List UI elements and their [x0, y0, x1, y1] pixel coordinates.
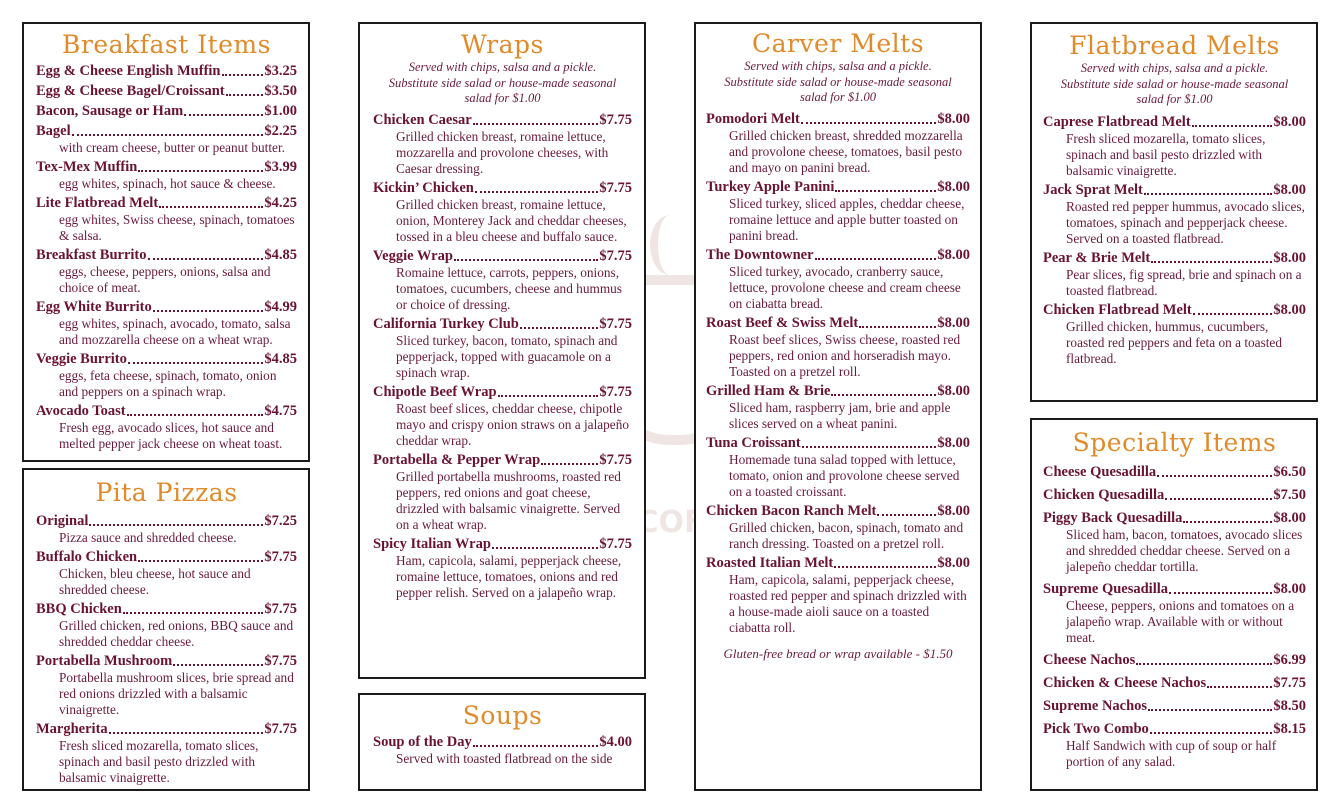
dot-leader: [1136, 663, 1272, 665]
dot-leader: [1207, 686, 1272, 688]
item-name: Chicken Caesar: [373, 111, 472, 128]
item-name: Portabella Mushroom: [36, 653, 173, 669]
menu-item: [1043, 509, 1306, 575]
dot-leader: [541, 463, 598, 465]
item-description: Homemade tuna salad topped with lettuce, tomato, onion and provolone cheese served on a toasted croissant.: [729, 451, 960, 499]
menu-item: [373, 733, 632, 767]
item-price: $7.75: [599, 315, 632, 332]
item-description: Pizza sauce and shredded cheese.: [59, 530, 237, 545]
menu-item: [36, 600, 297, 650]
item-price: $8.00: [937, 246, 970, 263]
menu-item: [36, 62, 297, 80]
dot-leader: [454, 259, 598, 261]
item-price: $7.75: [599, 383, 632, 400]
dot-leader: [1193, 313, 1273, 315]
pita-panel: [22, 468, 310, 791]
menu-item: [36, 102, 297, 120]
dot-leader: [72, 134, 264, 136]
specialty-panel: [1030, 418, 1318, 791]
item-price: $1.00: [264, 103, 297, 119]
item-price: $7.75: [1273, 675, 1306, 691]
item-description: Ham, capicola, salami, pepperjack cheese, romaine lettuce, tomatoes, onions and red pepper relish. Served on a jalapeño wrap.: [396, 552, 622, 600]
item-description: Chicken, bleu cheese, hot sauce and shredded cheese.: [59, 566, 251, 597]
carver-note: Served with chips, salsa and a pickle. Substitute side salad or house-made seasonal salad for $1.00: [724, 59, 952, 104]
menu-item: [373, 111, 632, 177]
item-name: Roast Beef & Swiss Melt: [706, 314, 859, 331]
flatbread-items: [1043, 113, 1306, 367]
menu-item: [706, 382, 970, 432]
item-price: $4.99: [264, 299, 297, 315]
item-price: $8.00: [1273, 301, 1306, 318]
item-name: Portabella & Pepper Wrap: [373, 451, 541, 468]
menu-item: [36, 652, 297, 718]
item-price: $8.00: [1273, 249, 1306, 266]
menu-item: [36, 402, 297, 452]
menu-item-row: [1043, 181, 1306, 199]
item-description: Romaine lettuce, carrots, peppers, onions, tomatoes, cucumbers, cheese and hummus or choice of dressing.: [396, 264, 622, 312]
item-name: Bacon, Sausage or Ham: [36, 103, 184, 119]
dot-leader: [173, 664, 263, 666]
wraps-heading: Wraps: [461, 30, 544, 59]
menu-item-row: [36, 720, 297, 738]
item-name: Supreme Nachos: [1043, 698, 1148, 714]
dot-leader: [222, 74, 264, 76]
dot-leader: [184, 114, 263, 116]
item-name: Cheese Quesadilla: [1043, 464, 1157, 480]
menu-item: [706, 502, 970, 552]
item-name: Original: [36, 513, 89, 529]
menu-item: [1043, 720, 1306, 770]
menu-item-row: [373, 179, 632, 197]
menu-item-row: [1043, 580, 1306, 598]
menu-item: [1043, 697, 1306, 715]
menu-item: [36, 194, 297, 244]
breakfast-items: [36, 62, 297, 452]
dot-leader: [815, 258, 937, 260]
menu-item-row: [373, 535, 632, 553]
item-description: Sliced turkey, avocado, cranberry sauce, lettuce, provolone cheese and cream cheese on ciabatta bread.: [729, 263, 961, 311]
menu-item-row: [36, 652, 297, 670]
item-price: $7.75: [264, 721, 297, 737]
item-price: $7.75: [264, 653, 297, 669]
dot-leader: [859, 326, 936, 328]
menu-item-row: [36, 194, 297, 212]
item-name: Turkey Apple Panini: [706, 178, 835, 195]
dot-leader: [159, 206, 263, 208]
specialty-items: [1043, 463, 1306, 770]
dot-leader: [1165, 498, 1272, 500]
dot-leader: [1169, 592, 1272, 594]
menu-item: [1043, 580, 1306, 646]
item-name: Egg & Cheese English Muffin: [36, 63, 221, 79]
item-description: Grilled chicken, red onions, BBQ sauce and shredded cheddar cheese.: [59, 618, 294, 649]
menu-item: [706, 434, 970, 500]
menu-item-row: [373, 451, 632, 469]
soups-items: [373, 733, 632, 767]
dot-leader: [153, 310, 264, 312]
menu-item-row: [36, 82, 297, 100]
dot-leader: [492, 547, 598, 549]
pita-heading: Pita Pizzas: [95, 478, 238, 507]
item-description: Roast beef slices, cheddar cheese, chipotle mayo and crispy onion straws on a jalapeño cheddar wrap.: [396, 400, 630, 448]
dot-leader: [877, 514, 936, 516]
item-name: Egg White Burrito: [36, 299, 152, 315]
item-description: Sliced turkey, sliced apples, cheddar cheese, romaine lettuce and apple butter toasted on panini bread.: [729, 195, 965, 243]
carver-panel: [694, 22, 982, 791]
item-price: $4.75: [264, 403, 297, 419]
menu-item-row: [1043, 651, 1306, 669]
menu-item-row: [36, 102, 297, 120]
dot-leader: [475, 191, 599, 193]
menu-item-row: [36, 62, 297, 80]
menu-item: [36, 158, 297, 192]
wraps-note: Served with chips, salsa and a pickle. Substitute side salad or house-made seasonal salad for $1.00: [388, 60, 617, 105]
breakfast-panel: [22, 22, 310, 462]
item-price: $8.00: [1273, 181, 1306, 198]
menu-item-row: [36, 158, 297, 176]
wraps-items: [373, 111, 632, 601]
item-name: Spicy Italian Wrap: [373, 535, 491, 552]
pita-items: [36, 512, 297, 786]
menu-item-row: [706, 434, 970, 452]
dot-leader: [835, 190, 936, 192]
item-description: Sliced turkey, bacon, tomato, spinach and pepperjack, topped with guacamole on a spinach wrap.: [396, 332, 618, 380]
menu-item: [36, 512, 297, 546]
item-description: Pear slices, fig spread, brie and spinach on a toasted flatbread.: [1066, 266, 1302, 298]
item-description: eggs, feta cheese, spinach, tomato, onion and peppers on a spinach wrap.: [59, 368, 277, 399]
item-name: Kickin’ Chicken: [373, 179, 474, 196]
menu-item-row: [1043, 301, 1306, 319]
item-description: Served with toasted flatbread on the side: [396, 751, 613, 766]
item-price: $4.00: [599, 734, 632, 750]
item-price: $8.00: [1273, 113, 1306, 130]
watermark-text: ST COFFEE: [583, 505, 766, 540]
menu-item: [36, 298, 297, 348]
dot-leader: [1144, 193, 1273, 195]
item-price: $7.75: [599, 451, 632, 468]
item-description: Grilled chicken breast, romaine lettuce, mozzarella and provolone cheeses, with Caesar dressing.: [396, 128, 609, 176]
item-price: $4.85: [264, 247, 297, 263]
item-price: $7.75: [264, 549, 297, 565]
item-price: $8.00: [937, 554, 970, 571]
carver-heading: Carver Melts: [751, 29, 925, 58]
item-price: $8.50: [1273, 698, 1306, 714]
menu-item: [373, 451, 632, 533]
dot-leader: [473, 123, 599, 125]
item-name: Chicken & Cheese Nachos: [1043, 675, 1207, 691]
menu-item-row: [1043, 674, 1306, 692]
flatbread-panel: [1030, 22, 1318, 402]
item-name: Bagel: [36, 123, 71, 139]
item-description: Fresh sliced mozarella, tomato slices, spinach and basil pesto drizzled with balsamic vinaigrette.: [1066, 130, 1266, 178]
dot-leader: [123, 612, 264, 614]
item-description: Sliced ham, raspberry jam, brie and apple slices served on a wheat panini.: [729, 399, 951, 431]
menu-item-row: [1043, 720, 1306, 738]
menu-item: [36, 350, 297, 400]
dot-leader: [1192, 125, 1273, 127]
item-name: Piggy Back Quesadilla: [1043, 510, 1183, 526]
menu-item-row: [706, 178, 970, 196]
dot-leader: [801, 122, 937, 124]
steam-icon: [650, 215, 690, 275]
menu-item-row: [1043, 697, 1306, 715]
dot-leader: [802, 446, 937, 448]
item-name: Tuna Croissant: [706, 434, 801, 451]
menu-item: [373, 179, 632, 245]
menu-item: [706, 554, 970, 636]
item-description: Ham, capicola, salami, pepperjack cheese, roasted red pepper and spinach drizzled with a house-made aioli sauce on a toasted ciabatta roll.: [729, 571, 967, 635]
item-name: Supreme Quesadilla: [1043, 581, 1169, 597]
item-name: Chicken Quesadilla: [1043, 487, 1165, 503]
item-price: $3.50: [264, 83, 297, 99]
item-price: $3.99: [264, 159, 297, 175]
item-name: Veggie Burrito: [36, 351, 127, 367]
carver-footer: Gluten-free bread or wrap available - $1.50: [723, 645, 953, 661]
item-price: $3.25: [264, 63, 297, 79]
menu-item: [373, 383, 632, 449]
item-price: $8.00: [937, 434, 970, 451]
item-name: Chicken Flatbread Melt: [1043, 301, 1192, 318]
item-description: Cheese, peppers, onions and tomatoes on a jalapeño wrap. Available with or without meat.: [1066, 598, 1295, 645]
item-price: $8.00: [1273, 510, 1306, 526]
menu-item: [1043, 301, 1306, 367]
item-price: $4.85: [264, 351, 297, 367]
item-price: $7.75: [599, 111, 632, 128]
flatbread-note: Served with chips, salsa and a pickle. Substitute side salad or house-made seasonal salad for $1.00: [1060, 61, 1289, 106]
menu-item-row: [706, 246, 970, 264]
dot-leader: [1148, 709, 1272, 711]
menu-item: [36, 246, 297, 296]
menu-item: [1043, 181, 1306, 247]
dot-leader: [834, 566, 936, 568]
wraps-panel: [358, 22, 646, 679]
item-name: Soup of the Day: [373, 734, 472, 750]
item-price: $7.25: [264, 513, 297, 529]
menu-item-row: [706, 314, 970, 332]
menu-item: [36, 720, 297, 786]
menu-item: [1043, 651, 1306, 669]
menu-item: [36, 548, 297, 598]
menu-item: [1043, 674, 1306, 692]
item-name: BBQ Chicken: [36, 601, 122, 617]
dot-leader: [498, 395, 599, 397]
menu-item: [1043, 249, 1306, 299]
dot-leader: [1151, 261, 1272, 263]
menu-item-row: [706, 554, 970, 572]
item-description: Grilled chicken breast, shredded mozzarella and provolone cheese, tomatoes, basil pesto and mayo on panini bread.: [729, 127, 963, 175]
flatbread-heading: Flatbread Melts: [1069, 31, 1280, 60]
soups-panel: [358, 693, 646, 791]
item-name: Avocado Toast: [36, 403, 126, 419]
menu-item-row: [36, 298, 297, 316]
item-price: $7.50: [1273, 487, 1306, 503]
item-name: Pear & Brie Melt: [1043, 249, 1151, 266]
menu-item-row: [36, 548, 297, 566]
item-description: egg whites, Swiss cheese, spinach, tomatoes & salsa.: [59, 212, 295, 243]
dot-leader: [127, 414, 264, 416]
item-description: Roasted red pepper hummus, avocado slices, tomatoes, spinach and pepperjack cheese. Served on a toasted flatbread.: [1066, 198, 1305, 246]
dot-leader: [128, 362, 263, 364]
dot-leader: [1157, 475, 1272, 477]
item-description: Grilled chicken, hummus, cucumbers, roasted red peppers and feta on a toasted flatbread.: [1066, 318, 1282, 366]
item-description: Sliced ham, bacon, tomatoes, avocado slices and shredded cheddar cheese. Served on a jalepeño cheddar tortilla.: [1066, 527, 1303, 574]
item-description: Roast beef slices, Swiss cheese, roasted red peppers, red onion and horseradish mayo. Toasted on a pretzel roll.: [729, 331, 961, 379]
menu-item-row: [373, 315, 632, 333]
item-name: The Downtowner: [706, 246, 814, 263]
item-name: Breakfast Burrito: [36, 247, 147, 263]
item-price: $7.75: [599, 179, 632, 196]
menu-item-row: [373, 383, 632, 401]
menu-item: [1043, 486, 1306, 504]
menu-item: [1043, 113, 1306, 179]
item-description: Grilled chicken breast, romaine lettuce, onion, Monterey Jack and cheddar cheeses, tossed in a bleu cheese and buffalo sauce.: [396, 196, 627, 244]
item-name: Egg & Cheese Bagel/Croissant: [36, 83, 225, 99]
item-price: $8.00: [937, 502, 970, 519]
item-name: Margherita: [36, 721, 108, 737]
menu-item-row: [373, 733, 632, 751]
item-name: Roasted Italian Melt: [706, 554, 834, 571]
item-description: Fresh egg, avocado slices, hot sauce and melted pepper jack cheese on wheat toast.: [59, 420, 283, 451]
menu-item: [36, 82, 297, 100]
item-price: $6.50: [1273, 464, 1306, 480]
menu-item: [373, 247, 632, 313]
item-name: Tex-Mex Muffin: [36, 159, 138, 175]
menu-item-row: [36, 122, 297, 140]
item-price: $6.99: [1273, 652, 1306, 668]
item-name: Chicken Bacon Ranch Melt: [706, 502, 877, 519]
menu-item: [706, 246, 970, 312]
item-price: $8.00: [937, 110, 970, 127]
menu-item-row: [706, 110, 970, 128]
item-name: Cheese Nachos: [1043, 652, 1136, 668]
item-name: Buffalo Chicken: [36, 549, 138, 565]
dot-leader: [148, 258, 264, 260]
menu-item: [373, 535, 632, 601]
item-name: Pomodori Melt: [706, 110, 800, 127]
menu-item-row: [706, 502, 970, 520]
dot-leader: [520, 327, 599, 329]
dot-leader: [89, 524, 263, 526]
item-name: Veggie Wrap: [373, 247, 453, 264]
item-name: Jack Sprat Melt: [1043, 181, 1143, 198]
menu-item-row: [36, 402, 297, 420]
item-description: Grilled portabella mushrooms, roasted red peppers, red onions and goat cheese, drizzled with balsamic vinaigrette. Served on a wheat wrap.: [396, 468, 621, 532]
item-description: Half Sandwich with cup of soup or half portion of any salad.: [1066, 738, 1277, 769]
menu-item-row: [706, 382, 970, 400]
menu-item-row: [1043, 486, 1306, 504]
menu-item-row: [1043, 509, 1306, 527]
menu-item-row: [1043, 463, 1306, 481]
item-description: eggs, cheese, peppers, onions, salsa and choice of meat.: [59, 264, 271, 295]
item-name: Lite Flatbread Melt: [36, 195, 159, 211]
item-description: Portabella mushroom slices, brie spread and red onions drizzled with a balsamic vinaigrette.: [59, 670, 294, 717]
menu-item: [706, 178, 970, 244]
item-description: egg whites, spinach, hot sauce & cheese.: [59, 176, 276, 191]
item-description: with cream cheese, butter or peanut butter.: [59, 140, 285, 155]
item-price: $2.25: [264, 123, 297, 139]
item-price: $8.00: [937, 314, 970, 331]
item-price: $7.75: [599, 535, 632, 552]
item-description: egg whites, spinach, avocado, tomato, salsa and mozzarella cheese on a wheat wrap.: [59, 316, 291, 347]
menu-item-row: [373, 247, 632, 265]
menu-item: [373, 315, 632, 381]
item-price: $8.15: [1273, 721, 1306, 737]
menu-item: [706, 110, 970, 176]
dot-leader: [109, 732, 264, 734]
item-price: $7.75: [264, 601, 297, 617]
dot-leader: [473, 745, 599, 747]
dot-leader: [138, 560, 263, 562]
item-name: Chipotle Beef Wrap: [373, 383, 497, 400]
menu-item-row: [1043, 113, 1306, 131]
dot-leader: [1183, 521, 1272, 523]
item-price: $8.00: [937, 382, 970, 399]
item-name: Pick Two Combo: [1043, 721, 1149, 737]
dot-leader: [226, 94, 264, 96]
item-price: $4.25: [264, 195, 297, 211]
item-name: California Turkey Club: [373, 315, 519, 332]
menu-item: [706, 314, 970, 380]
item-description: Grilled chicken, bacon, spinach, tomato and ranch dressing. Toasted on a pretzel roll.: [729, 519, 964, 551]
breakfast-heading: Breakfast Items: [62, 30, 271, 59]
menu-item: [36, 122, 297, 156]
carver-items: [706, 110, 970, 636]
menu-item-row: [36, 246, 297, 264]
menu-item-row: [36, 350, 297, 368]
item-price: $8.00: [937, 178, 970, 195]
soups-heading: Soups: [462, 701, 543, 730]
dot-leader: [831, 394, 936, 396]
item-price: $7.75: [599, 247, 632, 264]
item-name: Grilled Ham & Brie: [706, 382, 831, 399]
menu-item-row: [36, 512, 297, 530]
menu-item-row: [36, 600, 297, 618]
dot-leader: [138, 170, 263, 172]
item-description: Fresh sliced mozarella, tomato slices, spinach and basil pesto drizzled with balsamic vinaigrette.: [59, 738, 259, 785]
item-name: Caprese Flatbread Melt: [1043, 113, 1191, 130]
specialty-heading: Specialty Items: [1072, 428, 1277, 457]
dot-leader: [1150, 732, 1273, 734]
menu-item: [1043, 463, 1306, 481]
item-price: $8.00: [1273, 581, 1306, 597]
menu-item-row: [373, 111, 632, 129]
menu-item-row: [1043, 249, 1306, 267]
